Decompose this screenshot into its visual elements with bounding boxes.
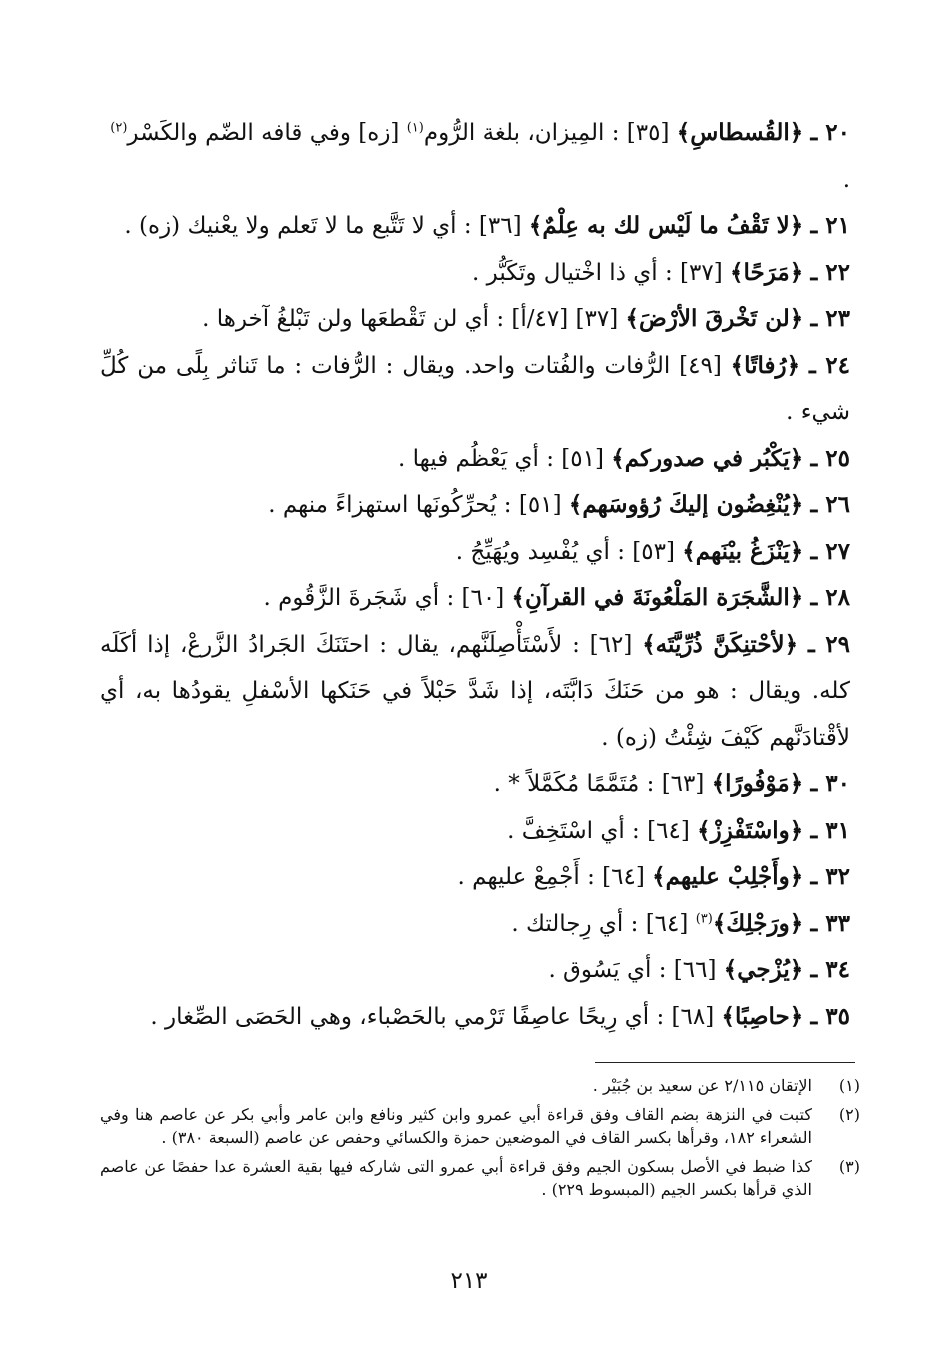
entry-text: . bbox=[842, 166, 850, 193]
entry-32 bbox=[100, 854, 850, 901]
entry-number: ٢٩ ـ bbox=[808, 630, 850, 658]
entry-20 bbox=[100, 110, 850, 203]
entry-text: [زه] وفي قافه الضّم والكَسْر bbox=[127, 120, 407, 146]
entry-31 bbox=[100, 808, 850, 855]
entry-number: ٢٦ ـ bbox=[810, 491, 850, 518]
entry-number: ٢٥ ـ bbox=[810, 444, 850, 472]
entry-29 bbox=[100, 622, 850, 762]
entry-text: [٦٤] : أي اسْتَخِفَّ . bbox=[507, 817, 698, 844]
quran-word: ﴿وأَجْلِبْ عليهم﴾ bbox=[652, 863, 804, 890]
footnote-number: (٢) bbox=[838, 1105, 860, 1124]
entry-number: ٣٥ ـ bbox=[810, 1002, 850, 1030]
footnote-ref[interactable]: (١) bbox=[406, 120, 424, 136]
quran-word: ﴿حاصِبًا﴾ bbox=[721, 1002, 804, 1030]
entry-number: ٢٢ ـ bbox=[810, 258, 850, 286]
footnote-number: (١) bbox=[838, 1076, 860, 1095]
quran-word: ﴿يُزْجي﴾ bbox=[723, 956, 804, 983]
entry-number: ٣٤ ـ bbox=[810, 956, 850, 983]
footnote-ref[interactable]: (٢) bbox=[110, 120, 128, 136]
quran-word: ﴿مَرَحًا﴾ bbox=[730, 258, 804, 286]
quran-word: ﴿الشَّجَرَة المَلْعُونَةَ في القرآنِ﴾ bbox=[511, 584, 804, 611]
quran-word: ﴿لا تَقْفُ ما لَيْس لك به عِلْمٌ﴾ bbox=[528, 212, 804, 239]
entry-text: [٣٧] : أي ذا اخْتيال وتَكَبُّر . bbox=[472, 259, 731, 286]
footnote-1 bbox=[100, 1074, 860, 1097]
footnote-number: (٣) bbox=[838, 1157, 860, 1176]
quran-word: ﴿القُسطاسِ﴾ bbox=[676, 119, 804, 146]
entry-22 bbox=[100, 250, 850, 297]
footnote-ref[interactable]: (٣) bbox=[695, 910, 713, 926]
entry-text: [٦٨] : أي رِيحًا عاصِفًا تَرْمي بالحَصْباء، وهي الحَصَى الصِّغار . bbox=[150, 1003, 722, 1030]
entry-text: [٥١] : يُحرِّكُونَها استهزاءً منهم . bbox=[268, 492, 569, 518]
entry-27 bbox=[100, 529, 850, 576]
quran-word: ﴿لن تَخْرقَ الأرْضَ﴾ bbox=[625, 305, 804, 332]
footnote-text: كتبت في النزهة بضم القاف وفق قراءة أبي عمرو وابن كثير ونافع وابن عامر وأبي بكر عن عاصم هنا وفي الشعراء ١٨٢، وقرأها بكسر القاف في الموضعين حمزة والكسائي وحفص عن عاصم (السبعة ٣٨٠) . bbox=[100, 1105, 813, 1147]
quran-word: ﴿واسْتَفْزِزْ﴾ bbox=[697, 816, 804, 844]
entry-number: ٢١ ـ bbox=[810, 212, 850, 239]
quran-word: ﴿لأحْتنِكَنَّ ذُرِّيَّتَه﴾ bbox=[642, 630, 799, 658]
footnote-text: كذا ضبط في الأصل بسكون الجيم وفق قراءة أبي عمرو التى شاركه فيها بقية العشرة عدا حفصًا عن عاصم الذي قرأها بكسر الجيم (المبسوط ٢٢٩) . bbox=[100, 1157, 812, 1199]
entry-number: ٣١ ـ bbox=[810, 816, 850, 844]
quran-word: ﴿رُفاتًا﴾ bbox=[730, 351, 801, 379]
quran-word: ﴿يَنْزَغُ بيْنَهم﴾ bbox=[682, 537, 804, 565]
footnote-2 bbox=[100, 1103, 860, 1149]
entry-21 bbox=[100, 203, 850, 250]
quran-word: ﴿يَكْبُر في صدوركم﴾ bbox=[611, 444, 804, 472]
entry-28 bbox=[100, 575, 850, 622]
main-text bbox=[100, 110, 850, 1040]
entry-number: ٣٣ ـ bbox=[810, 909, 850, 937]
entry-24 bbox=[100, 343, 850, 436]
footnote-divider bbox=[595, 1062, 855, 1063]
entry-text: [٦٢] : لأَسْتَأْصِلَنَّهم، يقال : احتَنَكَ الجَرادُ الزَّرعْ، إذا أكَلَه كله. ويقال : هو من حَنَكَ دَابَّتَه، إذا شَدَّ حَبْلاً في حَنَكها الأسْفلِ يقودُها به، أي لأقْتادَنَّهم كَيْفَ شِئْتُ (زه) . bbox=[100, 631, 850, 751]
entry-text: [٦٣] : مُتَمَّمًا مُكَمَّلاً * . bbox=[493, 771, 712, 797]
entry-text: [٥٣] : أي يُفْسِد ويُهَيِّجُ . bbox=[455, 538, 683, 565]
entry-text: [٣٧] [٤٧/أ] : أي لن تَقْطعَها ولن تَبْلغُ آخرها . bbox=[202, 306, 626, 332]
quran-word: ﴿ورَجْلِكَ﴾ bbox=[712, 909, 804, 937]
footnote-text: الإتقان ٢/١١٥ عن سعيد بن جُبَيْر . bbox=[592, 1076, 812, 1095]
entry-34 bbox=[100, 947, 850, 994]
entry-number: ٢٣ ـ bbox=[810, 305, 850, 332]
entry-text: [٣٦] : أي لا تَتَّبع ما لا تَعلم ولا يعْنيك (زه) . bbox=[124, 213, 529, 239]
entry-number: ٢٨ ـ bbox=[810, 584, 850, 611]
footnotes bbox=[100, 1074, 860, 1207]
entry-text: [٦٤] : أَجْمِعْ عليهم . bbox=[457, 864, 653, 890]
entry-number: ٣٢ ـ bbox=[810, 863, 850, 890]
entry-text: [٦٠] : أي شَجَرةَ الزَّقُوم . bbox=[263, 585, 512, 611]
footnote-3 bbox=[100, 1155, 860, 1201]
entry-number: ٢٤ ـ bbox=[809, 351, 851, 379]
entry-26 bbox=[100, 482, 850, 529]
entry-text: [٥١] : أي يَعْظُم فيها . bbox=[398, 445, 612, 472]
quran-word: ﴿يُنْغِضُون إليكَ رُؤوسَهم﴾ bbox=[568, 491, 804, 518]
entry-number: ٢٠ ـ bbox=[810, 119, 850, 146]
entry-text: [٦٦] : أي يَسُوق . bbox=[548, 957, 724, 983]
entry-30 bbox=[100, 761, 850, 808]
entry-23 bbox=[100, 296, 850, 343]
entry-text: [٣٥] : المِيزان، بلغة الرُّوم bbox=[423, 120, 677, 146]
entry-25 bbox=[100, 436, 850, 483]
entry-text: [٦٤] : أي رِجالتك . bbox=[511, 910, 696, 937]
quran-word: ﴿مَوْفُورًا﴾ bbox=[711, 770, 804, 797]
entry-35 bbox=[100, 994, 850, 1041]
entry-number: ٣٠ ـ bbox=[810, 770, 850, 797]
entry-33 bbox=[100, 901, 850, 948]
page-number: ٢١٣ bbox=[450, 1268, 488, 1294]
entry-number: ٢٧ ـ bbox=[810, 537, 850, 565]
entry-text: [٤٩] الرُّفات والفُتات واحد. ويقال : الرُّفات : ما تَناثر بِلًى من كُلِّ شيء . bbox=[100, 352, 850, 425]
